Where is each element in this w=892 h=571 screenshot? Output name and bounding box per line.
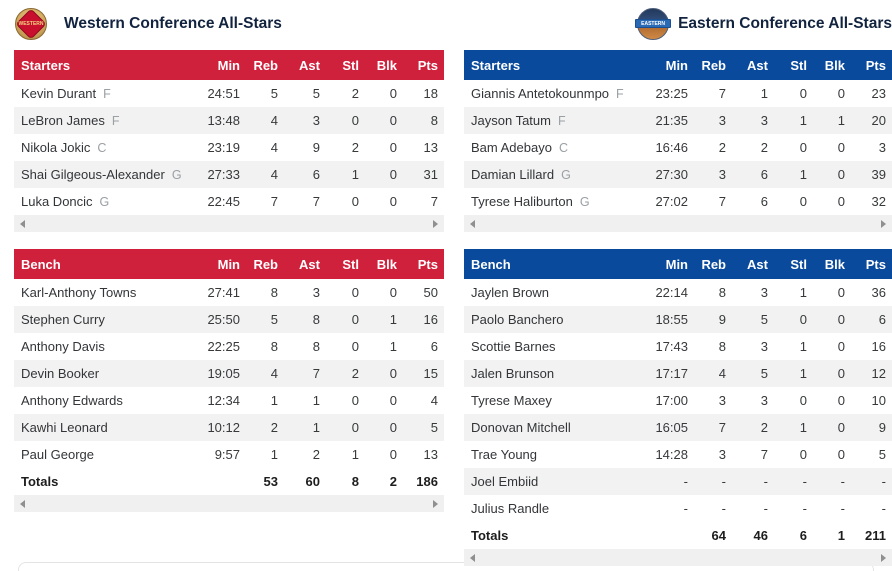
stat-pts: 16 [871, 339, 886, 354]
stat-ast: 9 [312, 140, 320, 155]
stat-min: 16:05 [655, 420, 688, 435]
stat-min: 13:48 [207, 113, 240, 128]
column-header-min: Min [665, 256, 688, 272]
player-position: C [558, 141, 568, 155]
player-position: C [97, 141, 107, 155]
column-header-blk: Blk [824, 57, 845, 73]
stat-stl: 0 [799, 194, 807, 209]
player-name[interactable]: Stephen Curry [21, 312, 105, 327]
stat-ast: 5 [312, 86, 320, 101]
stat-blk: 0 [837, 285, 845, 300]
eastern-conference-column [464, 6, 892, 566]
column-header-reb: Reb [253, 57, 278, 73]
stat-reb: 4 [718, 366, 726, 381]
stat-stl: 0 [351, 339, 359, 354]
player-name[interactable]: Tyrese Haliburton [471, 194, 573, 209]
stat-min: 16:46 [655, 140, 688, 155]
stat-reb: 4 [270, 140, 278, 155]
stat-pts: 5 [430, 420, 438, 435]
column-header-ast: Ast [299, 256, 320, 272]
stat-min: 27:41 [207, 285, 240, 300]
stat-blk: 1 [837, 113, 845, 128]
column-header-ast: Ast [299, 57, 320, 73]
stat-min: 12:34 [207, 393, 240, 408]
stat-min: 24:51 [207, 86, 240, 101]
player-name[interactable]: Anthony Edwards [21, 393, 123, 408]
column-header-min: Min [665, 57, 688, 73]
stat-ast: 1 [312, 393, 320, 408]
player-row [14, 414, 444, 441]
player-name[interactable]: Jaylen Brown [471, 285, 550, 300]
player-name[interactable]: Joel Embiid [471, 474, 539, 489]
player-row [464, 107, 892, 134]
western-team-header [14, 6, 444, 42]
player-row [464, 414, 892, 441]
scroll-right-icon[interactable] [881, 554, 886, 562]
totals-stl: 6 [799, 528, 807, 543]
west-bench-header-row [14, 249, 444, 279]
stat-blk: 0 [837, 339, 845, 354]
player-row [464, 333, 892, 360]
stat-blk: 0 [837, 167, 845, 182]
stat-blk: 0 [389, 86, 397, 101]
column-header-reb: Reb [701, 256, 726, 272]
horizontal-scrollbar[interactable] [464, 215, 892, 232]
stat-blk: 1 [389, 312, 397, 327]
column-header-stl: Stl [342, 256, 359, 272]
column-header-pts: Pts [865, 57, 886, 73]
stat-pts: 20 [871, 113, 886, 128]
stat-reb: 8 [270, 285, 278, 300]
stat-reb: 4 [270, 113, 278, 128]
player-row [464, 360, 892, 387]
column-header-pts: Pts [417, 57, 438, 73]
player-name[interactable]: Scottie Barnes [471, 339, 556, 354]
stat-min: 10:12 [207, 420, 240, 435]
stat-blk: 0 [837, 194, 845, 209]
totals-pts: 211 [865, 528, 886, 543]
stat-stl: 2 [351, 86, 359, 101]
stat-pts: 50 [423, 285, 438, 300]
stat-min: 22:14 [655, 285, 688, 300]
player-row [464, 188, 892, 215]
stat-reb: 1 [270, 393, 278, 408]
player-name[interactable]: Giannis Antetokounmpo [471, 86, 610, 101]
player-position: G [171, 168, 182, 182]
player-name[interactable]: Bam Adebayo [471, 140, 552, 155]
stat-pts: 31 [423, 167, 438, 182]
stat-blk: 0 [389, 167, 397, 182]
scroll-left-icon[interactable] [20, 220, 25, 228]
player-row [14, 161, 444, 188]
stat-reb: 3 [718, 447, 726, 462]
stat-blk: 0 [837, 140, 845, 155]
stat-stl: 0 [351, 113, 359, 128]
stat-ast: 5 [760, 312, 768, 327]
stat-reb: 5 [270, 86, 278, 101]
player-name[interactable]: Kevin Durant [21, 86, 97, 101]
east-starters-table [464, 50, 892, 232]
stat-blk: 0 [389, 366, 397, 381]
stat-pts: - [881, 501, 886, 516]
stat-min: 19:05 [207, 366, 240, 381]
player-row [14, 333, 444, 360]
stat-pts: 36 [871, 285, 886, 300]
totals-reb: 64 [711, 528, 726, 543]
stat-stl: 1 [799, 420, 807, 435]
west-starters-rows [14, 80, 444, 215]
player-row [464, 80, 892, 107]
stat-stl: 1 [799, 285, 807, 300]
stat-stl: 0 [799, 312, 807, 327]
player-name[interactable]: Damian Lillard [471, 167, 555, 182]
east-starters-header-row [464, 50, 892, 80]
stat-min: 22:45 [207, 194, 240, 209]
stat-blk: 0 [389, 113, 397, 128]
stat-stl: - [802, 474, 807, 489]
stat-min: 27:30 [655, 167, 688, 182]
stat-blk: 1 [389, 339, 397, 354]
stat-stl: 2 [351, 366, 359, 381]
stat-pts: 39 [871, 167, 886, 182]
stat-ast: 7 [312, 366, 320, 381]
player-name[interactable]: Jalen Brunson [471, 366, 555, 381]
stat-reb: 7 [718, 86, 726, 101]
stat-stl: 1 [799, 113, 807, 128]
player-name[interactable]: Luka Doncic [21, 194, 93, 209]
totals-row [464, 522, 892, 549]
player-row [464, 306, 892, 333]
stat-pts: - [881, 474, 886, 489]
stat-blk: - [840, 501, 845, 516]
stat-pts: 6 [878, 312, 886, 327]
stat-stl: 0 [799, 447, 807, 462]
scroll-left-icon[interactable] [20, 500, 25, 508]
totals-ast: 60 [305, 474, 320, 489]
stat-blk: 0 [837, 420, 845, 435]
stat-reb: 8 [718, 285, 726, 300]
stat-reb: 7 [270, 194, 278, 209]
stat-min: 27:02 [655, 194, 688, 209]
stat-min: 17:00 [655, 393, 688, 408]
stat-ast: 3 [312, 285, 320, 300]
player-position: F [557, 114, 566, 128]
player-name[interactable]: Jayson Tatum [471, 113, 551, 128]
stat-pts: 9 [878, 420, 886, 435]
player-row [464, 387, 892, 414]
scroll-right-icon[interactable] [433, 500, 438, 508]
stat-pts: 15 [423, 366, 438, 381]
stat-stl: 0 [799, 140, 807, 155]
stat-pts: 6 [430, 339, 438, 354]
west-starters-header-row [14, 50, 444, 80]
stat-ast: 3 [760, 393, 768, 408]
column-header-pts: Pts [865, 256, 886, 272]
stat-min: 23:25 [655, 86, 688, 101]
totals-reb: 53 [263, 474, 278, 489]
east-bench-table [464, 249, 892, 566]
stat-pts: 4 [430, 393, 438, 408]
stat-ast: 2 [760, 420, 768, 435]
stat-ast: 8 [312, 312, 320, 327]
column-header-starters: Starters [471, 57, 521, 73]
stat-blk: 0 [389, 285, 397, 300]
stat-min: - [683, 474, 688, 489]
stat-blk: - [840, 474, 845, 489]
stat-min: 18:55 [655, 312, 688, 327]
stat-reb: 4 [270, 167, 278, 182]
totals-blk: 2 [389, 474, 397, 489]
player-name[interactable]: Anthony Davis [21, 339, 105, 354]
stat-reb: - [721, 501, 726, 516]
stat-pts: 5 [878, 447, 886, 462]
east-starters-rows [464, 80, 892, 215]
stat-stl: 1 [351, 447, 359, 462]
west-starters-table [14, 50, 444, 232]
stat-reb: 7 [718, 194, 726, 209]
stat-blk: 0 [389, 393, 397, 408]
stat-ast: 1 [312, 420, 320, 435]
stat-reb: 2 [718, 140, 726, 155]
column-header-reb: Reb [253, 256, 278, 272]
eastern-conference-logo-icon: EASTERN [636, 7, 670, 41]
player-row [464, 441, 892, 468]
stat-pts: 13 [423, 140, 438, 155]
stat-ast: 7 [312, 194, 320, 209]
scroll-right-icon[interactable] [433, 220, 438, 228]
stat-ast: - [763, 474, 768, 489]
stat-stl: 0 [351, 420, 359, 435]
stat-ast: 6 [312, 167, 320, 182]
player-row [14, 441, 444, 468]
stat-ast: 2 [760, 140, 768, 155]
western-team-title: Western Conference All-Stars [64, 15, 282, 32]
stat-reb: - [721, 474, 726, 489]
stat-min: 23:19 [207, 140, 240, 155]
totals-stl: 8 [351, 474, 359, 489]
scroll-left-icon[interactable] [470, 220, 475, 228]
player-name[interactable]: Karl-Anthony Towns [21, 285, 137, 300]
column-header-blk: Blk [824, 256, 845, 272]
stat-blk: 0 [389, 194, 397, 209]
stat-stl: 0 [351, 393, 359, 408]
column-header-blk: Blk [376, 256, 397, 272]
stat-ast: 3 [760, 339, 768, 354]
player-row [464, 134, 892, 161]
stat-stl: 0 [351, 285, 359, 300]
stat-pts: 13 [423, 447, 438, 462]
stat-pts: 7 [430, 194, 438, 209]
player-name[interactable]: Kawhi Leonard [21, 420, 108, 435]
player-row [14, 279, 444, 306]
stat-min: 14:28 [655, 447, 688, 462]
horizontal-scrollbar[interactable] [14, 215, 444, 232]
stat-ast: 1 [760, 86, 768, 101]
column-header-reb: Reb [701, 57, 726, 73]
stat-reb: 3 [718, 167, 726, 182]
stat-reb: 2 [270, 420, 278, 435]
eastern-team-title: Eastern Conference All-Stars [678, 15, 892, 32]
player-row [14, 107, 444, 134]
column-header-ast: Ast [747, 57, 768, 73]
column-header-starters: Starters [21, 57, 71, 73]
stat-stl: - [802, 501, 807, 516]
stat-reb: 8 [718, 339, 726, 354]
player-position: G [561, 168, 571, 182]
stat-pts: 18 [423, 86, 438, 101]
stat-min: 17:43 [655, 339, 688, 354]
east-bench-header-row [464, 249, 892, 279]
stat-stl: 2 [351, 140, 359, 155]
column-header-blk: Blk [376, 57, 397, 73]
player-position: F [616, 87, 624, 101]
stat-min: 21:35 [655, 113, 688, 128]
player-row [464, 495, 892, 522]
scroll-left-icon[interactable] [470, 554, 475, 562]
stat-blk: 0 [837, 86, 845, 101]
west-bench-table [14, 249, 444, 512]
stat-ast: 7 [760, 447, 768, 462]
column-header-stl: Stl [790, 256, 807, 272]
stat-stl: 0 [799, 393, 807, 408]
stat-reb: 7 [718, 420, 726, 435]
west-bench-rows [14, 279, 444, 468]
stat-ast: 3 [760, 285, 768, 300]
stat-ast: 3 [760, 113, 768, 128]
totals-label: Totals [471, 528, 509, 543]
stat-ast: - [763, 501, 768, 516]
player-name[interactable]: Nikola Jokic [21, 140, 91, 155]
western-conference-column [14, 6, 444, 512]
horizontal-scrollbar[interactable] [464, 549, 892, 566]
player-name[interactable]: Donovan Mitchell [471, 420, 571, 435]
stat-ast: 2 [312, 447, 320, 462]
stat-blk: 0 [837, 447, 845, 462]
stat-blk: 0 [837, 366, 845, 381]
stat-pts: 3 [878, 140, 886, 155]
stat-reb: 3 [718, 113, 726, 128]
player-row [14, 80, 444, 107]
column-header-bench: Bench [21, 256, 61, 272]
stat-reb: 4 [270, 366, 278, 381]
totals-ast: 46 [753, 528, 768, 543]
column-header-stl: Stl [790, 57, 807, 73]
player-row [14, 306, 444, 333]
stat-blk: 0 [837, 393, 845, 408]
stat-stl: 1 [799, 366, 807, 381]
player-name[interactable]: Paul George [21, 447, 94, 462]
scroll-right-icon[interactable] [881, 220, 886, 228]
player-row [464, 161, 892, 188]
stat-stl: 0 [351, 312, 359, 327]
stat-pts: 12 [871, 366, 886, 381]
stat-pts: 10 [871, 393, 886, 408]
player-name[interactable]: Julius Randle [471, 501, 550, 516]
stat-min: 27:33 [207, 167, 240, 182]
stat-min: 22:25 [207, 339, 240, 354]
stat-pts: 16 [423, 312, 438, 327]
stat-min: 17:17 [655, 366, 688, 381]
stat-min: - [683, 501, 688, 516]
column-header-min: Min [217, 256, 240, 272]
player-name[interactable]: Paolo Banchero [471, 312, 564, 327]
player-row [14, 134, 444, 161]
player-name[interactable]: LeBron James [21, 113, 105, 128]
player-position: G [579, 195, 590, 209]
player-name[interactable]: Devin Booker [21, 366, 100, 381]
totals-pts: 186 [416, 474, 438, 489]
player-row [14, 188, 444, 215]
stat-blk: 0 [837, 312, 845, 327]
column-header-stl: Stl [342, 57, 359, 73]
column-header-ast: Ast [747, 256, 768, 272]
stat-ast: 8 [312, 339, 320, 354]
eastern-team-header [464, 6, 892, 42]
player-row [464, 468, 892, 495]
stat-blk: 0 [389, 447, 397, 462]
stat-blk: 0 [389, 140, 397, 155]
stat-pts: 32 [871, 194, 886, 209]
western-conference-logo-icon: WESTERN [14, 7, 48, 41]
stat-stl: 1 [351, 167, 359, 182]
player-name[interactable]: Trae Young [471, 447, 538, 462]
player-position: G [99, 195, 110, 209]
stat-reb: 9 [718, 312, 726, 327]
player-position: F [111, 114, 120, 128]
stat-ast: 5 [760, 366, 768, 381]
stat-stl: 1 [799, 339, 807, 354]
stat-reb: 5 [270, 312, 278, 327]
stat-blk: 0 [389, 420, 397, 435]
column-header-bench: Bench [471, 256, 511, 272]
column-header-min: Min [217, 57, 240, 73]
stat-min: 25:50 [207, 312, 240, 327]
player-row [464, 279, 892, 306]
player-name[interactable]: Shai Gilgeous-Alexander [21, 167, 165, 182]
stat-stl: 0 [351, 194, 359, 209]
player-row [14, 360, 444, 387]
east-bench-rows [464, 279, 892, 522]
stat-reb: 8 [270, 339, 278, 354]
stat-pts: 23 [871, 86, 886, 101]
totals-label: Totals [21, 474, 59, 489]
horizontal-scrollbar[interactable] [14, 495, 444, 512]
column-header-pts: Pts [417, 256, 438, 272]
stat-pts: 8 [430, 113, 438, 128]
player-row [14, 387, 444, 414]
stat-reb: 3 [718, 393, 726, 408]
stat-stl: 1 [799, 167, 807, 182]
totals-row [14, 468, 444, 495]
stat-stl: 0 [799, 86, 807, 101]
player-position: F [103, 87, 111, 101]
stat-ast: 6 [760, 167, 768, 182]
totals-blk: 1 [837, 528, 845, 543]
stat-ast: 3 [312, 113, 320, 128]
stat-reb: 1 [270, 447, 278, 462]
stat-min: 9:57 [214, 447, 240, 462]
player-name[interactable]: Tyrese Maxey [471, 393, 552, 408]
stat-ast: 6 [760, 194, 768, 209]
